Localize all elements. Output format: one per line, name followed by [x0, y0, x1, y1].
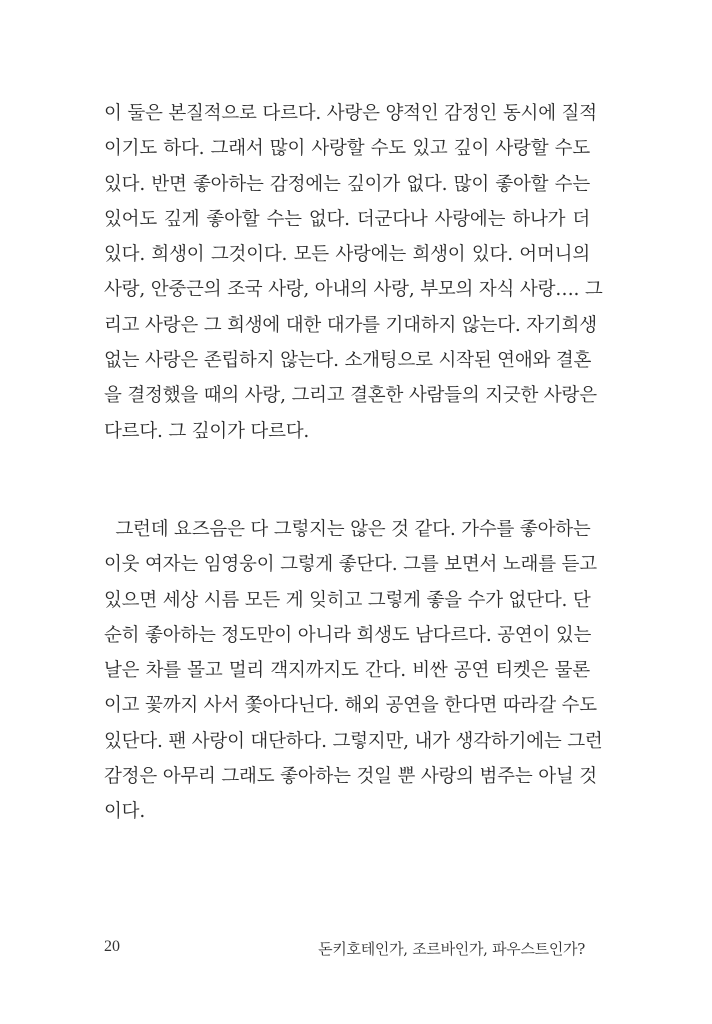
- page-number: 20: [104, 938, 120, 955]
- text-line: 이고 꽃까지 사서 쫓아다닌다. 해외 공연을 한다면 따라갈 수도: [104, 695, 597, 717]
- text-line: 이웃 여자는 임영웅이 그렇게 좋단다. 그를 보면서 노래를 듣고: [104, 554, 597, 576]
- text-line: 없는 사랑은 존립하지 않는다. 소개팅으로 시작된 연애와 결혼: [104, 350, 592, 372]
- text-line: 이다.: [104, 801, 146, 823]
- text-line: 그런데 요즈음은 다 그렇지는 않은 것 같다. 가수를 좋아하는: [104, 519, 591, 540]
- text-line: 순히 좋아하는 정도만이 아니라 희생도 남다르다. 공연이 있는: [104, 624, 592, 646]
- text-line: 있으면 세상 시름 모든 게 잊히고 그렇게 좋을 수가 없단다. 단: [104, 589, 591, 611]
- text-line: 있다. 희생이 그것이다. 모든 사랑에는 희생이 있다. 어머니의: [104, 244, 590, 266]
- text-line: 사랑, 안중근의 조국 사랑, 아내의 사랑, 부모의 자식 사랑…. 그: [104, 279, 603, 301]
- text-line: 이 둘은 본질적으로 다르다. 사랑은 양적인 감정인 동시에 질적: [104, 103, 597, 124]
- text-line: 있어도 깊게 좋아할 수는 없다. 더군다나 사랑에는 하나가 더: [104, 208, 590, 230]
- text-line: 감정은 아무리 그래도 좋아하는 것일 뿐 사랑의 범주는 아닐 것: [104, 766, 597, 788]
- text-line: 리고 사랑은 그 희생에 대한 대가를 기대하지 않는다. 자기희생: [104, 314, 597, 336]
- text-line: 다르다. 그 깊이가 다르다.: [104, 420, 310, 442]
- text-line: 을 결정했을 때의 사랑, 그리고 결혼한 사람들의 지긋한 사랑은: [104, 385, 597, 407]
- paragraph-2: [104, 512, 603, 830]
- text-line: 있다. 반면 좋아하는 감정에는 깊이가 없다. 많이 좋아할 수는: [104, 173, 590, 195]
- text-line: 있단다. 팬 사랑이 대단하다. 그렇지만, 내가 생각하기에는 그런: [104, 730, 603, 752]
- text-line: 이기도 하다. 그래서 많이 사랑할 수도 있고 깊이 사랑할 수도: [104, 138, 590, 160]
- text-line: 날은 차를 몰고 멀리 객지까지도 간다. 비싼 공연 티켓은 물론: [104, 660, 590, 682]
- paragraph-1: [104, 96, 603, 449]
- running-footer-title: 돈키호테인가, 조르바인가, 파우스트인가?: [318, 940, 585, 958]
